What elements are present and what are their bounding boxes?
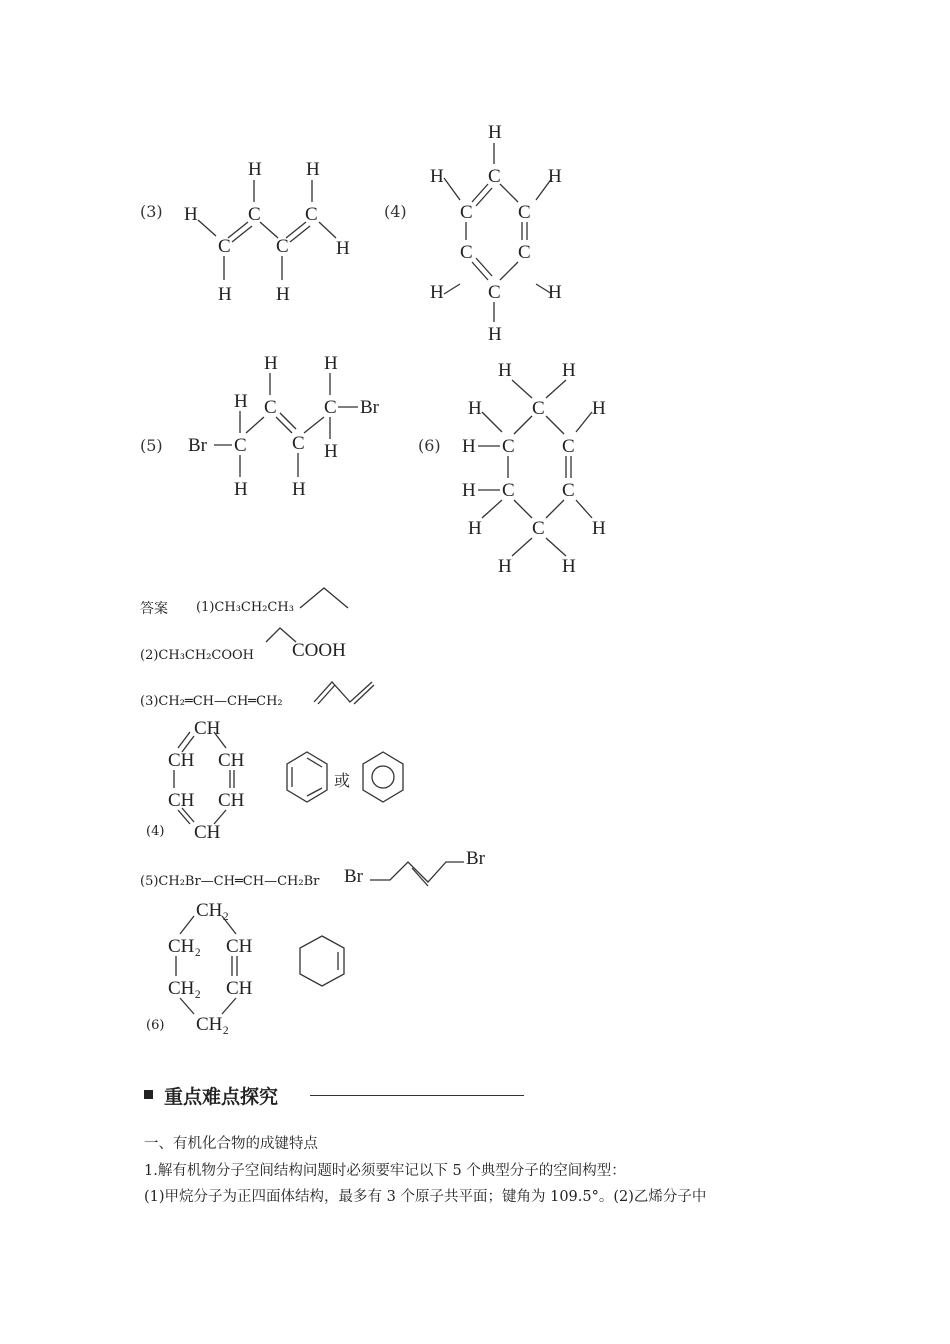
atom-c: C <box>248 204 261 225</box>
atom-c: C <box>532 518 545 539</box>
benzene-kekule-skeletal <box>282 748 332 810</box>
atom-h: H <box>264 353 278 374</box>
section-bullet <box>144 1090 153 1099</box>
benzene-ch-structure <box>160 714 260 844</box>
atom-c: C <box>532 398 545 419</box>
br-right-label: Br <box>466 848 485 869</box>
label-structure-4: (4) <box>384 202 407 221</box>
atom-h: H <box>430 282 444 303</box>
atom-h: H <box>468 398 482 419</box>
label-structure-5: (5) <box>140 436 163 455</box>
atom-br: Br <box>188 435 207 456</box>
paragraph-intro: 1.解有机物分子空间结构问题时必须要牢记以下 5 个典型分子的空间构型： <box>144 1163 626 1179</box>
butadiene-skeletal <box>310 674 384 708</box>
atom-c: C <box>276 236 289 257</box>
atom-ch: CH <box>226 936 253 957</box>
benzene-circle-skeletal <box>358 748 408 810</box>
atom-h: H <box>292 479 306 500</box>
atom-h: H <box>218 284 232 305</box>
atom-h: H <box>498 556 512 577</box>
atom-h: H <box>592 518 606 539</box>
answer-6-label: (6) <box>146 1018 165 1033</box>
atom-c: C <box>324 397 337 418</box>
atom-h: H <box>488 122 502 143</box>
atom-h: H <box>276 284 290 305</box>
cyclohexene-skeletal <box>292 930 352 996</box>
atom-ch: CH <box>168 790 195 811</box>
atom-ch2: CH₂ <box>168 978 202 999</box>
atom-c: C <box>234 435 247 456</box>
atom-h: H <box>562 556 576 577</box>
answer-2-formula: (2)CH₃CH₂COOH <box>140 648 255 663</box>
benzene-kekule-structure <box>420 118 580 348</box>
answer-1-formula: (1)CH₃CH₂CH₃ <box>196 600 294 615</box>
atom-h: H <box>324 441 338 462</box>
atom-c: C <box>518 202 531 223</box>
cyclohexene-ch2-structure <box>160 896 270 1036</box>
atom-c: C <box>292 433 305 454</box>
atom-ch: CH <box>168 750 195 771</box>
atom-ch: CH <box>218 790 245 811</box>
section-rule <box>310 1095 524 1096</box>
atom-h: H <box>498 360 512 381</box>
atom-h: H <box>306 159 320 180</box>
atom-h: H <box>488 324 502 345</box>
answer-5-formula: (5)CH₂Br—CH═CH—CH₂Br <box>140 874 320 889</box>
dibromobutene-structure <box>186 345 396 505</box>
atom-h: H <box>234 479 248 500</box>
atom-ch: CH <box>218 750 245 771</box>
atom-h: H <box>336 238 350 259</box>
atom-c: C <box>264 397 277 418</box>
answers-title: 答案 <box>140 601 168 617</box>
answer-3-formula: (3)CH₂═CH—CH═CH₂ <box>140 694 283 709</box>
atom-c: C <box>218 236 231 257</box>
atom-c: C <box>488 282 501 303</box>
answer-4-label: (4) <box>146 824 165 839</box>
atom-ch2: CH₂ <box>196 900 230 921</box>
atom-h: H <box>548 282 562 303</box>
label-structure-6: (6) <box>418 436 441 455</box>
br-left-label: Br <box>344 866 363 887</box>
propane-skeletal <box>296 584 356 614</box>
atom-c: C <box>502 480 515 501</box>
atom-ch2: CH₂ <box>196 1014 230 1035</box>
atom-h: H <box>234 391 248 412</box>
atom-c: C <box>502 436 515 457</box>
atom-h: H <box>248 159 262 180</box>
atom-c: C <box>562 480 575 501</box>
atom-c: C <box>460 202 473 223</box>
or-label: 或 <box>334 771 351 790</box>
atom-c: C <box>460 242 473 263</box>
paragraph-methane: (1)甲烷分子为正四面体结构，最多有 3 个原子共平面；键角为 109.5°。(2)乙烯分子中 <box>144 1189 707 1205</box>
atom-h: H <box>562 360 576 381</box>
atom-h: H <box>462 480 476 501</box>
atom-c: C <box>305 204 318 225</box>
atom-c: C <box>562 436 575 457</box>
atom-c: C <box>518 242 531 263</box>
cyclohexene-structure <box>456 352 626 582</box>
atom-h: H <box>462 436 476 457</box>
atom-h: H <box>548 166 562 187</box>
atom-ch: CH <box>194 822 221 843</box>
atom-h: H <box>184 204 198 225</box>
atom-c: C <box>488 166 501 187</box>
atom-h: H <box>430 166 444 187</box>
atom-h: H <box>592 398 606 419</box>
atom-br: Br <box>360 397 379 418</box>
dibromobutene-skeletal <box>366 852 466 888</box>
atom-ch2: CH₂ <box>168 936 202 957</box>
cooh-label: COOH <box>292 640 346 661</box>
heading-bonding-features: 一、有机化合物的成键特点 <box>144 1136 318 1152</box>
label-structure-3: (3) <box>140 202 163 221</box>
atom-ch: CH <box>194 718 221 739</box>
section-title: 重点难点探究 <box>164 1086 279 1108</box>
atom-ch: CH <box>226 978 253 999</box>
atom-h: H <box>468 518 482 539</box>
butadiene-structure <box>170 150 370 310</box>
atom-h: H <box>324 353 338 374</box>
